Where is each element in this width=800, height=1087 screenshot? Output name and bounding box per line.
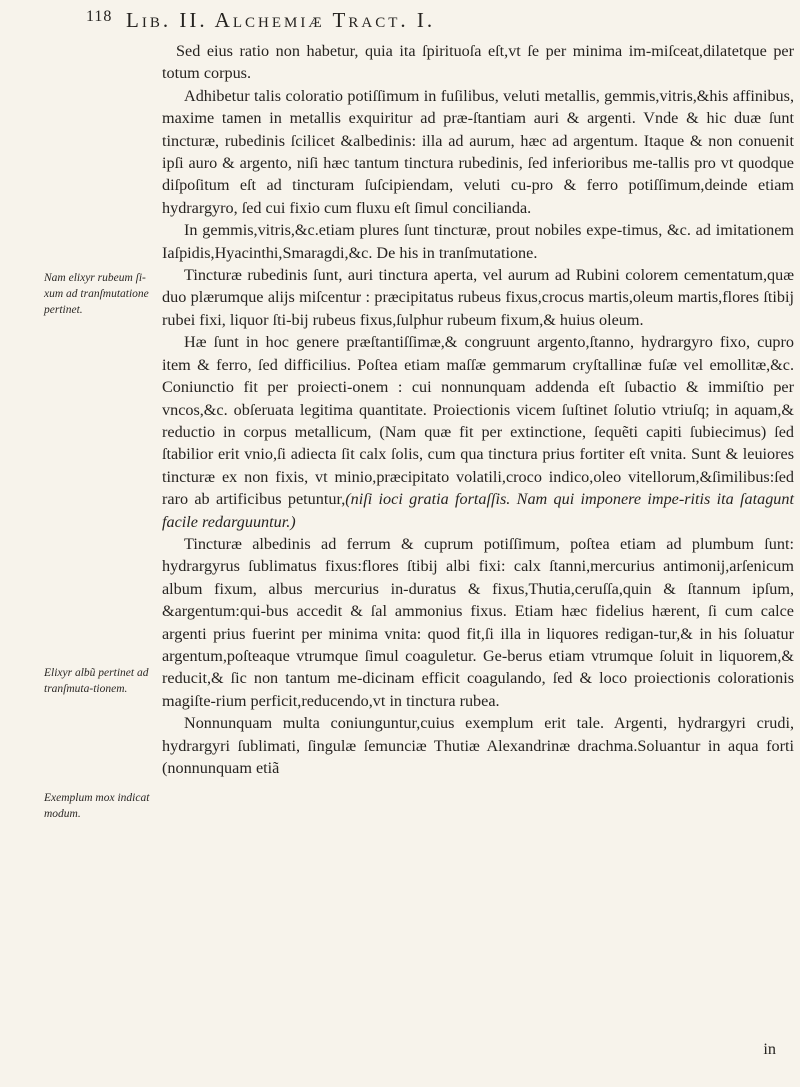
paragraph-7: Nonnunquam multa coniunguntur,cuius exemplum erit tale. Argenti, hydrargyri crudi, hydrargyri ſublimati, ſingulæ ſemunciæ Thutiæ Alexandrinæ drachma.Soluantur in aqua forti (nonnunquam etiã xyxy=(162,714,794,777)
page-header xyxy=(86,8,686,36)
main-text xyxy=(162,40,794,779)
paragraph-5-text: Hæ ſunt in hoc genere præſtantiſſimæ,& congruunt argento,ſtanno, hydrargyro fixo, cupro item & ferro, ſed difficilius. Poſtea etiam maſſæ gemmarum cryſtallinæ fuſæ vel emollitæ,&c. Coniunctio fit per proiecti-onem : cui nonnunquam addenda eſt ſubactio & immiſtio per vncos,&c. obſeruata legitima quantitate. Proiectionis vicem ſuſtinet ſolutio vtriuſq; in aquam,& reductio in corpus metallicum, (Nam quæ fit per extinctione, ſequẽti capiti ſubiecimus) ſed ſtabilior erit vnio,ſi adiecta ſit calx ſolis, cum qua tinctura prius fortiter eſt vnita. Sunt & leuiores tincturæ ex non fixis, vt minio,præcipitato volatili,croco indico,oleo vitellorum,&ſimilibus:ſed raro ab artificibus petuntur, xyxy=(162,333,794,509)
italic-aside: (niſi ioci gratia fortaſſis. Nam qui imponere impe-ritis ita ſatagunt facile redarguuntur.) xyxy=(162,490,794,531)
margin-note-exemplum: Exemplum mox indicat modum. xyxy=(44,792,150,820)
margin-note-elixyr-album: Elixyr albũ pertinet ad tranſmuta-tionem. xyxy=(44,667,149,695)
paragraph-1: Sed eius ratio non habetur, quia ita ſpirituoſa eſt,vt ſe per minima im-miſceat,dilatetque per totum corpus. xyxy=(162,42,794,83)
paragraph-3: In gemmis,vitris,&c.etiam plures ſunt tincturæ, prout nobiles expe-timus, &c. ad imitationem Iaſpidis,Hyacinthi,Smaragdi,&c. De his in tranſmutatione. xyxy=(162,221,794,262)
margin-note-elixyr-rubeum: Nam elixyr rubeum ſi-xum ad tranſmutatione pertinet. xyxy=(44,272,149,316)
paragraph-5 xyxy=(162,331,794,533)
running-title: Lib. II. Alchemiæ Tract. I. xyxy=(126,8,436,32)
paragraph-2: Adhibetur talis coloratio potiſſimum in fuſilibus, veluti metallis, gemmis,vitris,&his affinibus, maxime tamen in metallis exquiritur ad præ-ſtantiam auri & argenti. Vnde & hic duæ ſunt tincturæ, rubedinis ſcilicet &albedinis: illa ad aurum, hæc ad argentum. Itaque & non conuenit ipſi auro & argento, niſi hæc tantum tinctura rubedinis, ſed inferioribus me-tallis pro vt quodque diſpoſitum eſt ad tincturam ſuſcipiendam, veluti cu-pro & ferro potiſſimum,deinde etiam hydrargyro, ſed cui fixio cum fluxu eſt ſimul concilianda. xyxy=(162,86,794,217)
paragraph-6: Tincturæ albedinis ad ferrum & cuprum potiſſimum, poſtea etiam ad plumbum ſunt: hydrargyrus ſublimatus fixus:flores ſtibij albi fixi: calx ſtanni,mercurius antimonij,arſenicum album fixum, albus mercurius in-duratus & fixus,Thutia,ceruſſa,quin & ſtannum ipſum, &argentum:qui-bus accedit & ſal ammonius fixus. Etiam hæc fidelius hærent, ſi cum calce argenti prius fuerint per minima vnita: quod fit,ſi illa in liquores redigan-tur,& in his ſoluatur argentum,poſteaque vtrumque ſimul coaguletur. Ge-berus etiam vtrumque ſoluit in liquorem,& reducit,& ſic non tantum me-dicinam efficit coagulando, ſed & loco proiectionis colorationis magiſte-rium perficit,reducendo,vt in tinctura rubea. xyxy=(162,534,794,710)
page-number: 118 xyxy=(86,8,113,25)
paragraph-4: Tincturæ rubedinis ſunt, auri tinctura aperta, vel aurum ad Rubini colorem cementatum,quæ duo plærumque alijs miſcentur : præcipitatus rubeus fixus,crocus martis,oleum martis,flores ſtibij rubei fixi, liquor ſti-bij rubeus fixus,ſulphur rubeum fixum,& huius oleum. xyxy=(162,266,794,329)
catchword: in xyxy=(763,1040,776,1058)
